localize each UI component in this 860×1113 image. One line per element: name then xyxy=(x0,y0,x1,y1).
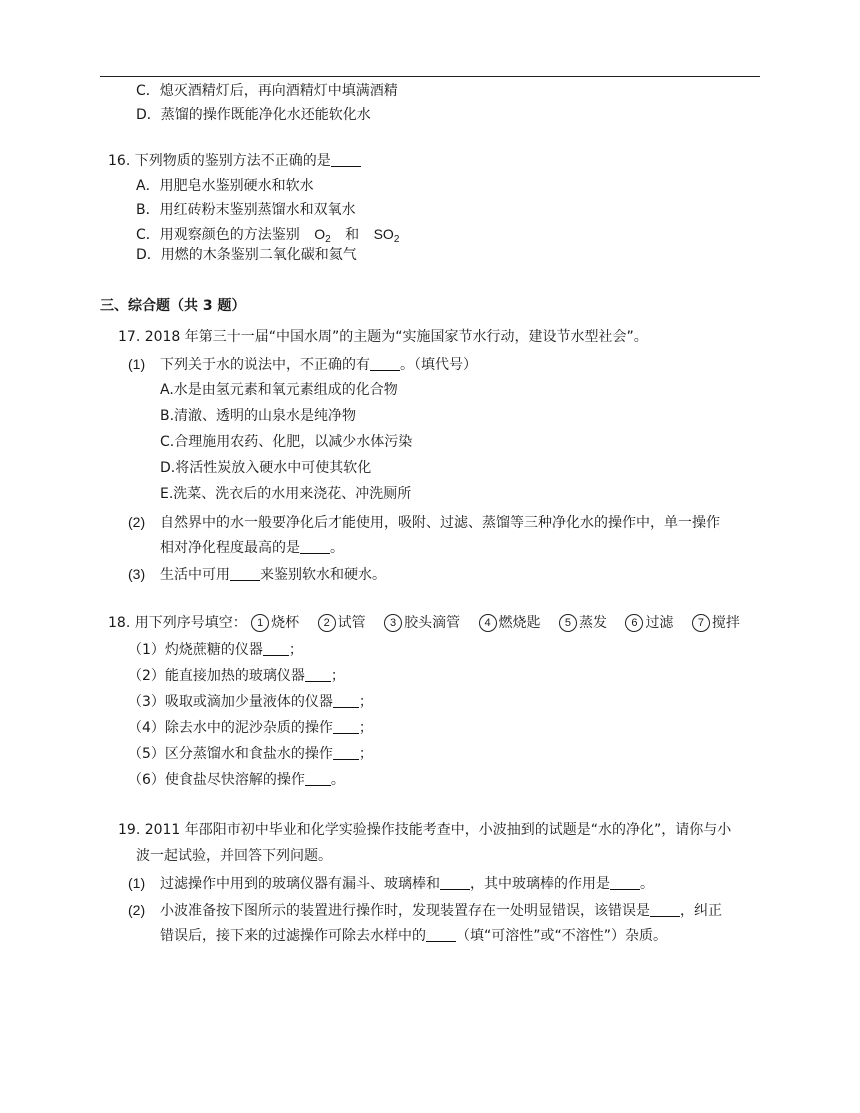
q17-part-2-text-2a: 相对净化程度最高的是 xyxy=(160,540,300,556)
q18-item-4 xyxy=(479,615,541,631)
q18-punct: ； xyxy=(358,694,373,710)
circled-number: 1 xyxy=(251,614,269,632)
q19-part-2-text-b: ，纠正 xyxy=(680,903,722,919)
question-17-stem: 17. 2018 年第三十一届“中国水周”的主题为“实施国家节水行动，建设节水型社会”。 xyxy=(118,329,648,345)
formula-so2 xyxy=(373,226,400,245)
question-19-stem-line-2: 波一起试验，并回答下列问题。 xyxy=(136,848,332,864)
formula-so2-sub: 2 xyxy=(393,234,400,245)
formula-o2-sub: 2 xyxy=(325,234,331,245)
q19-part-1-text-a: 过滤操作中用到的玻璃仪器有漏斗、玻璃棒和 xyxy=(160,876,440,892)
answer-blank[interactable] xyxy=(333,745,359,760)
q16-stem-text: 16. 下列物质的鉴别方法不正确的是 xyxy=(108,153,331,169)
q18-stem-text: 18. 用下列序号填空： xyxy=(108,615,247,631)
q17-part-3-text-a: 生活中可用 xyxy=(160,567,230,583)
q18-item-text: 过滤 xyxy=(645,615,674,631)
q18-sub-6 xyxy=(128,770,345,790)
q19-part-2-text-d: （填“可溶性”或“不溶性”）杂质。 xyxy=(456,928,668,944)
circled-number: 7 xyxy=(692,614,710,632)
option-c-previous: C．熄灭酒精灯后，再向酒精灯中填满酒精 xyxy=(136,83,398,99)
formula-o2 xyxy=(314,226,331,245)
q19-part-1-text-b: ，其中玻璃棒的作用是 xyxy=(470,876,610,892)
q18-item-text: 燃烧匙 xyxy=(498,615,541,631)
q18-item-text: 蒸发 xyxy=(578,615,607,631)
q18-sub-6-text: （6）使食盐尽快溶解的操作 xyxy=(128,772,305,788)
q19-part-1-number: (1) xyxy=(128,875,146,891)
q18-punct: ； xyxy=(358,746,373,762)
q19-part-2-text-a: 小波准备按下图所示的装置进行操作时，发现装置存在一处明显错误，该错误是 xyxy=(160,903,650,919)
section-3-title: 三、综合题（共 3 题） xyxy=(100,298,246,314)
circled-number: 3 xyxy=(384,614,402,632)
question-16-stem xyxy=(108,151,361,171)
question-18-stem xyxy=(108,613,740,633)
q19-part-2-line-2 xyxy=(160,926,667,946)
q17-option-d: D.将活性炭放入硬水中可使其软化 xyxy=(160,460,372,476)
q17-part-3-number: (3) xyxy=(128,566,146,582)
q17-part-1-text-a: 下列关于水的说法中，不正确的有 xyxy=(160,357,370,373)
q16-option-b: B．用红砖粉末鉴别蒸馏水和双氧水 xyxy=(136,202,356,218)
q18-item-text: 搅拌 xyxy=(711,615,740,631)
answer-blank[interactable] xyxy=(333,719,359,734)
answer-blank[interactable] xyxy=(370,356,400,371)
q16-option-a: A．用肥皂水鉴别硬水和软水 xyxy=(136,178,314,194)
q18-item-2 xyxy=(318,615,366,631)
q18-item-3 xyxy=(384,615,460,631)
q18-item-text: 试管 xyxy=(337,615,366,631)
q18-sub-2 xyxy=(128,666,345,686)
q18-punct: ； xyxy=(288,642,303,658)
answer-blank[interactable] xyxy=(300,539,330,554)
circled-number: 5 xyxy=(559,614,577,632)
q18-item-7 xyxy=(692,615,740,631)
header-rule xyxy=(100,76,760,77)
q17-part-1-text-b: 。（填代号） xyxy=(400,357,477,373)
formula-so2-symbol: SO xyxy=(373,226,394,242)
answer-blank[interactable] xyxy=(305,771,331,786)
q17-part-2-text-2b: 。 xyxy=(330,540,344,556)
question-19-stem-line-1: 19. 2011 年邵阳市初中毕业和化学实验操作技能考查中，小波抽到的试题是“水的净化”，请你与小 xyxy=(118,822,732,838)
q18-punct: 。 xyxy=(330,772,345,788)
q17-option-b: B.清澈、透明的山泉水是纯净物 xyxy=(160,408,357,424)
q18-sub-2-text: （2）能直接加热的玻璃仪器 xyxy=(128,668,305,684)
answer-blank[interactable] xyxy=(263,641,289,656)
q17-option-a: A.水是由氢元素和氧元素组成的化合物 xyxy=(160,382,398,398)
q17-part-1-number: (1) xyxy=(128,356,146,372)
q18-item-1 xyxy=(251,615,299,631)
q18-item-text: 胶头滴管 xyxy=(404,615,461,631)
q19-part-2-text-c: 错误后，接下来的过滤操作可除去水样中的 xyxy=(160,928,426,944)
answer-blank[interactable] xyxy=(305,667,331,682)
q17-part-3 xyxy=(128,564,386,585)
q17-option-e: E.洗菜、洗衣后的水用来浇花、冲洗厕所 xyxy=(160,486,412,502)
answer-blank[interactable] xyxy=(331,152,361,167)
q16-option-c-and: 和 xyxy=(345,227,360,243)
q17-option-c: C.合理施用农药、化肥，以减少水体污染 xyxy=(160,434,413,450)
answer-blank[interactable] xyxy=(440,875,470,890)
q18-sub-4 xyxy=(128,718,373,738)
q17-part-2-text-1: 自然界中的水一般要净化后才能使用，吸附、过滤、蒸馏等三种净化水的操作中，单一操作 xyxy=(160,515,720,531)
q18-sub-1 xyxy=(128,640,303,660)
q18-sub-1-text: （1）灼烧蔗糖的仪器 xyxy=(128,642,263,658)
circled-number: 2 xyxy=(318,614,336,632)
circled-number: 4 xyxy=(479,614,497,632)
q18-sub-3 xyxy=(128,692,373,712)
answer-blank[interactable] xyxy=(230,566,260,581)
q18-item-text: 烧杯 xyxy=(271,615,300,631)
option-d-previous: D．蒸馏的操作既能净化水还能软化水 xyxy=(136,107,371,123)
answer-blank[interactable] xyxy=(650,902,680,917)
q16-option-c-text: C．用观察颜色的方法鉴别 xyxy=(136,227,300,243)
q18-item-5 xyxy=(559,615,607,631)
q17-part-1 xyxy=(128,354,477,375)
answer-blank[interactable] xyxy=(426,927,456,942)
q17-part-2 xyxy=(128,512,720,533)
q18-punct: ； xyxy=(330,668,345,684)
q19-part-2-number: (2) xyxy=(128,902,146,918)
q18-sub-5 xyxy=(128,744,373,764)
circled-number: 6 xyxy=(625,614,643,632)
q18-sub-3-text: （3）吸取或滴加少量液体的仪器 xyxy=(128,694,333,710)
q19-part-1-text-c: 。 xyxy=(640,876,654,892)
q19-part-2 xyxy=(128,900,722,921)
answer-blank[interactable] xyxy=(333,693,359,708)
q16-option-d: D．用燃的木条鉴别二氧化碳和氦气 xyxy=(136,247,357,263)
q18-item-6 xyxy=(625,615,673,631)
q18-punct: ； xyxy=(358,720,373,736)
formula-o2-symbol: O xyxy=(314,226,326,242)
q17-part-2-line-2 xyxy=(160,538,344,558)
answer-blank[interactable] xyxy=(610,875,640,890)
q19-part-1 xyxy=(128,873,654,894)
q17-part-2-number: (2) xyxy=(128,514,146,530)
q18-sub-5-text: （5）区分蒸馏水和食盐水的操作 xyxy=(128,746,333,762)
q17-part-3-text-b: 来鉴别软水和硬水。 xyxy=(260,567,386,583)
q18-sub-4-text: （4）除去水中的泥沙杂质的操作 xyxy=(128,720,333,736)
